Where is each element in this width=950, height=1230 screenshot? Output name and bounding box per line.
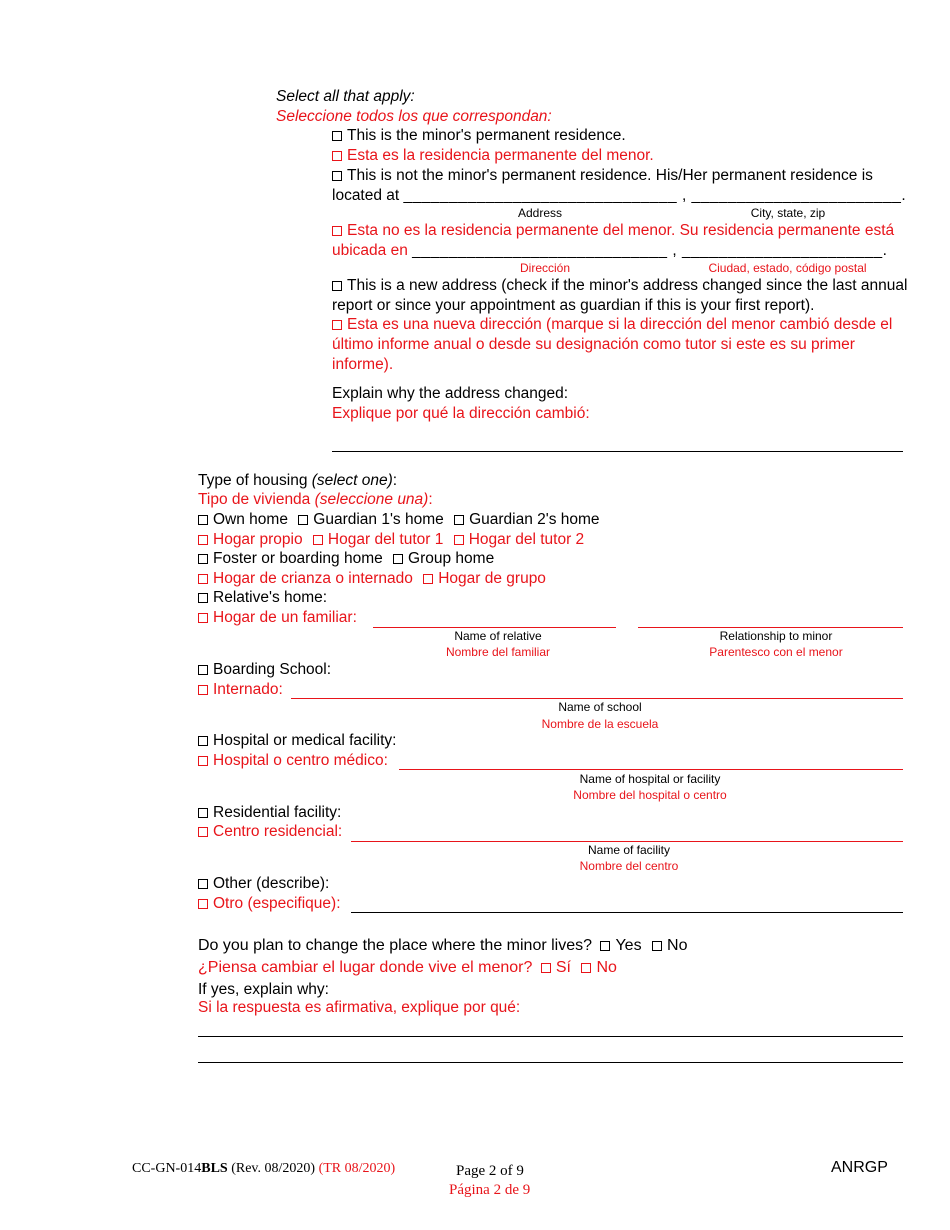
housing-row-foster: Foster or boarding home Group home	[198, 549, 494, 569]
new-address-es-line3: informe).	[332, 356, 394, 373]
other-checkbox-es[interactable]	[198, 899, 208, 909]
ciudad-caption: Ciudad, estado, código postal	[708, 261, 867, 275]
foster-home-checkbox[interactable]	[198, 554, 208, 564]
plan-no-checkbox[interactable]	[652, 941, 662, 951]
housing-row-homes: Own home Guardian 1's home Guardian 2's home	[198, 510, 600, 530]
plan-change-question: Do you plan to change the place where the minor lives? Yes No	[198, 937, 688, 954]
other-describe-field[interactable]	[351, 912, 903, 913]
guardian2-home-checkbox-es[interactable]	[454, 535, 464, 545]
city-caption: City, state, zip	[750, 206, 826, 220]
other-checkbox[interactable]	[198, 879, 208, 889]
relative-home-option-es: Hogar de un familiar:	[198, 608, 357, 628]
relative-name-caption-es: Nombre del familiar	[445, 645, 551, 659]
plan-no-checkbox-es[interactable]	[581, 963, 591, 973]
foster-home-checkbox-es[interactable]	[198, 574, 208, 584]
plan-explain-field-1[interactable]	[198, 1036, 903, 1037]
relative-name-field[interactable]	[373, 627, 616, 628]
not-permanent-checkbox[interactable]	[332, 171, 342, 181]
hospital-name-field[interactable]	[399, 769, 903, 770]
page-number: Page 2 of 9	[456, 1163, 524, 1179]
located-at-line: located at ______________________________ , _______________________.	[332, 187, 907, 204]
option-not-permanent: This is not the minor's permanent residence. His/Her permanent residence is	[332, 166, 873, 186]
hospital-name-caption: Name of hospital or facility	[579, 772, 721, 786]
hospital-checkbox-es[interactable]	[198, 756, 208, 766]
option-new-address: This is a new address (check if the minor's address changed since the last annual	[332, 276, 907, 296]
new-address-line2: report or since your appointment as guardian if this is your first report).	[332, 297, 815, 314]
plan-explain-label-es: Si la respuesta es afirmativa, explique por qué:	[198, 999, 521, 1016]
explain-address-label: Explain why the address changed:	[332, 385, 569, 402]
residential-checkbox-es[interactable]	[198, 827, 208, 837]
option-permanent: This is the minor's permanent residence.	[332, 126, 626, 146]
option-not-permanent-es: Esta no es la residencia permanente del menor. Su residencia permanente está	[332, 221, 894, 241]
boarding-school-option-es: Internado:	[198, 680, 283, 700]
direccion-caption: Dirección	[519, 261, 570, 275]
relative-name-caption: Name of relative	[454, 629, 542, 643]
not-permanent-checkbox-es[interactable]	[332, 226, 342, 236]
housing-type-label: Type of housing (select one):	[198, 472, 398, 489]
permanent-checkbox-es[interactable]	[332, 151, 342, 161]
address-caption: Address	[517, 206, 563, 220]
residential-option-es: Centro residencial:	[198, 822, 342, 842]
form-code: ANRGP	[831, 1159, 888, 1176]
relative-home-checkbox[interactable]	[198, 593, 208, 603]
option-permanent-es: Esta es la residencia permanente del menor.	[332, 146, 654, 166]
option-new-address-es: Esta es una nueva dirección (marque si la dirección del menor cambió desde el	[332, 315, 892, 335]
plan-yes-checkbox[interactable]	[600, 941, 610, 951]
plan-explain-label: If yes, explain why:	[198, 981, 329, 998]
relative-home-option: Relative's home:	[198, 588, 327, 608]
select-all-label-es: Seleccione todos los que correspondan:	[276, 108, 552, 125]
boarding-school-option: Boarding School:	[198, 660, 331, 680]
group-home-checkbox-es[interactable]	[423, 574, 433, 584]
housing-row-foster-es: Hogar de crianza o internado Hogar de grupo	[198, 569, 546, 589]
other-option: Other (describe):	[198, 874, 329, 894]
hospital-option-es: Hospital o centro médico:	[198, 751, 388, 771]
new-address-es-line2: último informe anual o desde su designación como tutor si este es su primer	[332, 336, 855, 353]
other-option-es: Otro (especifique):	[198, 894, 341, 914]
relationship-field[interactable]	[638, 627, 903, 628]
ubicada-en-line: ubicada en ____________________________ , ______________________.	[332, 242, 888, 259]
guardian2-home-checkbox[interactable]	[454, 515, 464, 525]
residential-checkbox[interactable]	[198, 808, 208, 818]
facility-name-caption: Name of facility	[587, 843, 671, 857]
page-number-es: Página 2 de 9	[449, 1182, 531, 1198]
hospital-name-caption-es: Nombre del hospital o centro	[573, 788, 727, 802]
explain-address-field[interactable]	[332, 451, 903, 452]
school-name-caption: Name of school	[558, 700, 642, 714]
residential-option: Residential facility:	[198, 803, 341, 823]
hospital-option: Hospital or medical facility:	[198, 731, 396, 751]
facility-name-caption-es: Nombre del centro	[579, 859, 679, 873]
housing-type-label-es: Tipo de vivienda (seleccione una):	[198, 491, 433, 508]
school-name-caption-es: Nombre de la escuela	[541, 717, 659, 731]
hospital-checkbox[interactable]	[198, 736, 208, 746]
form-number: CC-GN-014BLS (Rev. 08/2020) (TR 08/2020)	[132, 1161, 396, 1176]
plan-change-question-es: ¿Piensa cambiar el lugar donde vive el menor? Sí No	[198, 959, 617, 976]
guardian1-home-checkbox[interactable]	[298, 515, 308, 525]
group-home-checkbox[interactable]	[393, 554, 403, 564]
own-home-checkbox[interactable]	[198, 515, 208, 525]
relationship-caption-es: Parentesco con el menor	[709, 645, 843, 659]
plan-explain-field-2[interactable]	[198, 1062, 903, 1063]
plan-yes-checkbox-es[interactable]	[541, 963, 551, 973]
facility-name-field[interactable]	[351, 841, 903, 842]
select-all-label: Select all that apply:	[276, 88, 415, 105]
guardian1-home-checkbox-es[interactable]	[313, 535, 323, 545]
school-name-field[interactable]	[291, 698, 903, 699]
own-home-checkbox-es[interactable]	[198, 535, 208, 545]
explain-address-label-es: Explique por qué la dirección cambió:	[332, 405, 590, 422]
relative-home-checkbox-es[interactable]	[198, 613, 208, 623]
relationship-caption: Relationship to minor	[719, 629, 833, 643]
new-address-checkbox[interactable]	[332, 281, 342, 291]
new-address-checkbox-es[interactable]	[332, 320, 342, 330]
housing-row-homes-es: Hogar propio Hogar del tutor 1 Hogar del tutor 2	[198, 530, 584, 550]
boarding-school-checkbox[interactable]	[198, 665, 208, 675]
permanent-checkbox[interactable]	[332, 131, 342, 141]
boarding-school-checkbox-es[interactable]	[198, 685, 208, 695]
